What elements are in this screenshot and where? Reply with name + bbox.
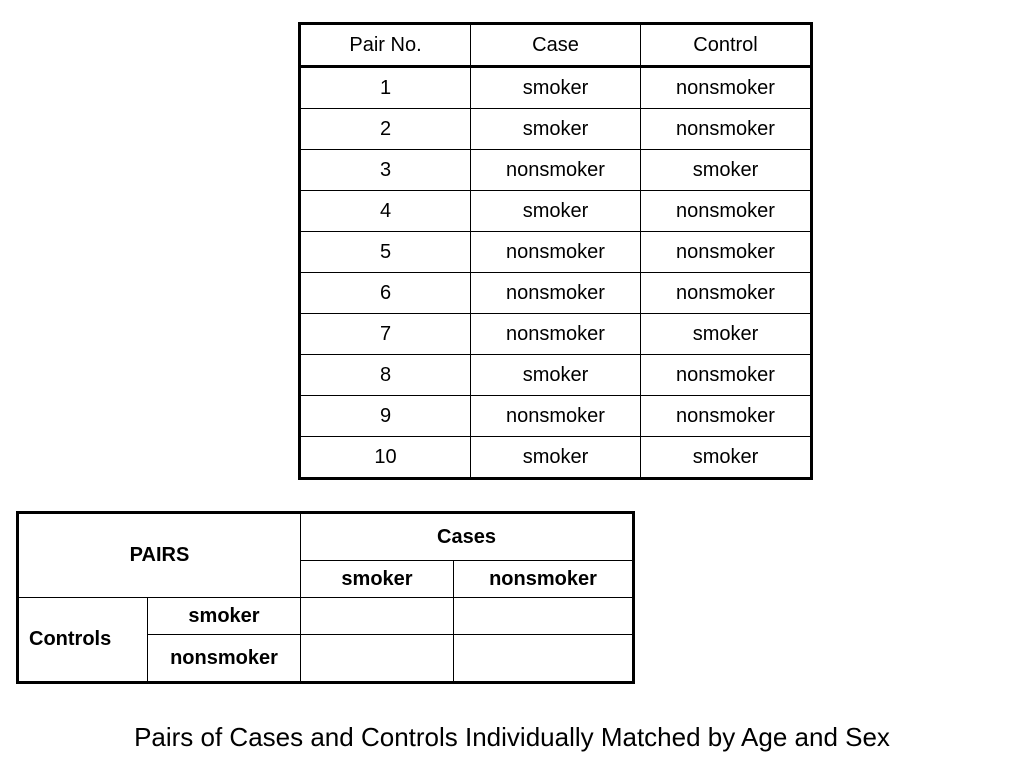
pairs-matrix-table bbox=[16, 511, 635, 684]
table-row bbox=[300, 396, 812, 437]
cell-pair-no: 6 bbox=[300, 273, 471, 314]
header-control: Control bbox=[641, 24, 812, 67]
cell-pair-no: 1 bbox=[300, 67, 471, 109]
cell-pair-no: 3 bbox=[300, 150, 471, 191]
cell-case: smoker bbox=[471, 437, 641, 479]
header-pair-no: Pair No. bbox=[300, 24, 471, 67]
table-row bbox=[300, 109, 812, 150]
figure-caption: Pairs of Cases and Controls Individually Matched by Age and Sex bbox=[134, 722, 890, 752]
cell-control: smoker bbox=[641, 150, 812, 191]
cell-case: nonsmoker bbox=[471, 150, 641, 191]
cell-control: nonsmoker bbox=[641, 273, 812, 314]
cell-nonsmoker-smoker bbox=[301, 635, 454, 683]
cell-case: nonsmoker bbox=[471, 273, 641, 314]
cell-control: nonsmoker bbox=[641, 191, 812, 232]
controls-nonsmoker-label: nonsmoker bbox=[148, 635, 301, 683]
cell-pair-no: 7 bbox=[300, 314, 471, 355]
cases-header: Cases bbox=[301, 513, 634, 561]
table-row bbox=[300, 437, 812, 479]
cell-control: nonsmoker bbox=[641, 355, 812, 396]
cell-pair-no: 5 bbox=[300, 232, 471, 273]
table-row bbox=[300, 355, 812, 396]
cell-control: smoker bbox=[641, 314, 812, 355]
matched-pairs-table bbox=[298, 22, 813, 480]
cell-case: nonsmoker bbox=[471, 314, 641, 355]
table-row bbox=[300, 191, 812, 232]
cell-control: smoker bbox=[641, 437, 812, 479]
table-row bbox=[300, 314, 812, 355]
cases-nonsmoker-header: nonsmoker bbox=[454, 561, 634, 598]
table-row bbox=[300, 232, 812, 273]
cell-case: nonsmoker bbox=[471, 396, 641, 437]
cell-pair-no: 8 bbox=[300, 355, 471, 396]
cell-pair-no: 2 bbox=[300, 109, 471, 150]
cell-case: smoker bbox=[471, 355, 641, 396]
cell-case: smoker bbox=[471, 191, 641, 232]
controls-smoker-label: smoker bbox=[148, 598, 301, 635]
cell-smoker-smoker bbox=[301, 598, 454, 635]
table-header-row bbox=[300, 24, 812, 67]
table-row bbox=[300, 67, 812, 109]
cell-smoker-nonsmoker bbox=[454, 598, 634, 635]
controls-header: Controls bbox=[18, 598, 148, 683]
cell-control: nonsmoker bbox=[641, 67, 812, 109]
cell-control: nonsmoker bbox=[641, 396, 812, 437]
header-case: Case bbox=[471, 24, 641, 67]
cell-case: smoker bbox=[471, 109, 641, 150]
cell-case: smoker bbox=[471, 67, 641, 109]
table-row bbox=[300, 150, 812, 191]
cell-case: nonsmoker bbox=[471, 232, 641, 273]
cell-control: nonsmoker bbox=[641, 232, 812, 273]
cell-pair-no: 9 bbox=[300, 396, 471, 437]
cell-pair-no: 4 bbox=[300, 191, 471, 232]
cell-control: nonsmoker bbox=[641, 109, 812, 150]
cell-nonsmoker-nonsmoker bbox=[454, 635, 634, 683]
table-row bbox=[300, 273, 812, 314]
cases-smoker-header: smoker bbox=[301, 561, 454, 598]
cell-pair-no: 10 bbox=[300, 437, 471, 479]
pairs-corner-label: PAIRS bbox=[18, 513, 301, 598]
